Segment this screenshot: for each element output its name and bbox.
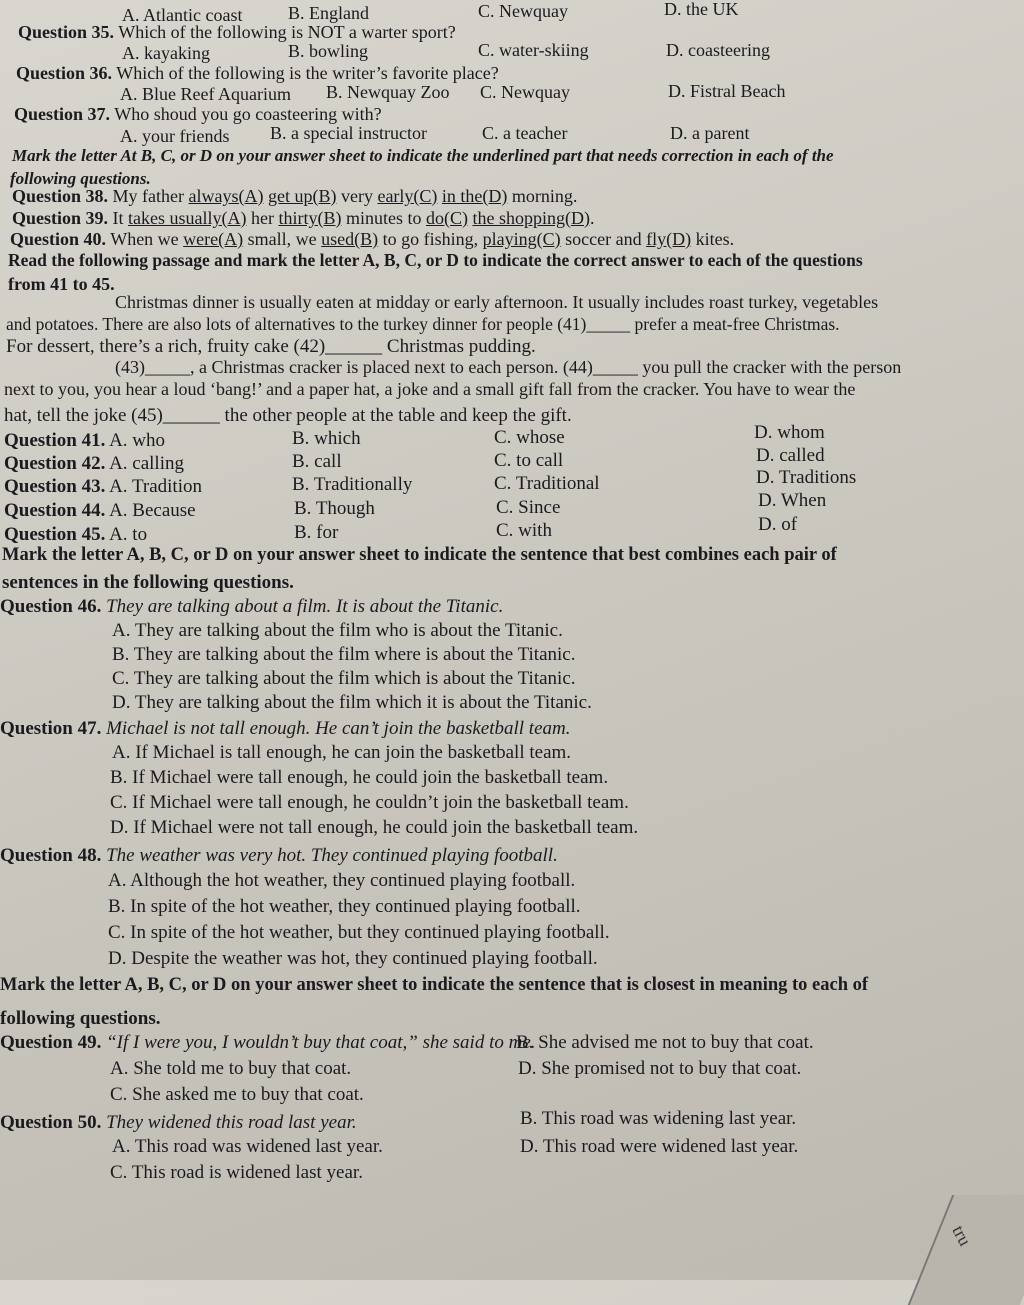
option-d: D. whom xyxy=(754,422,825,443)
option-a: A. Although the hot weather, they continued playing football. xyxy=(108,870,576,891)
text-part: morning. xyxy=(507,186,578,206)
question-label: Question 37. xyxy=(14,104,111,124)
option-c: C. to call xyxy=(494,450,564,471)
option-c: C. In spite of the hot weather, but they continued playing football. xyxy=(108,922,610,943)
question-label: Question 44. xyxy=(4,500,106,521)
question-46 xyxy=(0,596,503,618)
option-a: A. to xyxy=(109,524,148,545)
option-b: B. call xyxy=(292,451,342,472)
text-part: very xyxy=(336,186,378,206)
passage-line: next to you, you hear a loud ‘bang!’ and a paper hat, a joke and a small gift fall from the cracker. You have to wear the xyxy=(4,379,856,399)
page-corner xyxy=(908,1195,1024,1305)
option-c: C. Newquay xyxy=(478,1,568,21)
option-a: A. This road was widened last year. xyxy=(112,1136,383,1157)
option-a: A. Blue Reef Aquarium xyxy=(120,84,291,104)
option-b: B. a special instructor xyxy=(270,123,427,143)
text-part: When we xyxy=(110,229,184,249)
option-b: B. This road was widening last year. xyxy=(520,1108,797,1129)
text-part: small, we xyxy=(243,229,322,249)
passage-line: (43)_____, a Christmas cracker is placed next to each person. (44)_____ you pull the cracker with the person xyxy=(115,357,902,377)
question-45 xyxy=(4,524,147,546)
question-label: Question 46. xyxy=(0,596,102,617)
section-instruction: from 41 to 45. xyxy=(8,274,115,294)
option-c: C. a teacher xyxy=(482,123,568,143)
question-label: Question 35. xyxy=(18,22,115,42)
question-42 xyxy=(4,453,184,475)
option-c: C. They are talking about the film which is about the Titanic. xyxy=(112,668,576,689)
question-label: Question 50. xyxy=(0,1112,102,1133)
underlined-part-c: do(C) xyxy=(425,208,468,228)
underlined-part-a: were(A) xyxy=(183,229,244,249)
option-c: C. She asked me to buy that coat. xyxy=(110,1084,364,1105)
option-c: C. If Michael were tall enough, he couldn’t join the basketball team. xyxy=(110,792,629,813)
option-d: D. Traditions xyxy=(756,467,857,488)
underlined-part-b: get up(B) xyxy=(267,186,337,206)
option-b: B. They are talking about the film where is about the Titanic. xyxy=(112,644,576,665)
option-c: C. whose xyxy=(494,427,565,448)
question-38 xyxy=(12,185,577,207)
option-b: B. England xyxy=(288,3,369,23)
option-b: B. Traditionally xyxy=(292,474,413,495)
underlined-part-d: in the(D) xyxy=(441,186,508,206)
option-a: A. kayaking xyxy=(122,43,210,63)
underlined-part-d: fly(D) xyxy=(646,229,692,249)
question-35 xyxy=(18,21,456,43)
text-part: My father xyxy=(112,186,189,206)
option-a: A. Tradition xyxy=(109,476,202,497)
question-label: Question 40. xyxy=(10,229,107,249)
option-b: B. She advised me not to buy that coat. xyxy=(516,1032,814,1053)
question-40 xyxy=(10,228,734,250)
question-label: Question 47. xyxy=(0,718,102,739)
option-d: D. the UK xyxy=(664,0,739,19)
option-c: C. with xyxy=(496,520,552,541)
section-instruction: following questions. xyxy=(0,1008,161,1029)
passage-line: For dessert, there’s a rich, fruity cake (42)______ Christmas pudding. xyxy=(6,336,536,357)
underlined-part-b: thirty(B) xyxy=(278,208,342,228)
underlined-part-a: always(A) xyxy=(188,186,264,206)
option-d: D. Fistral Beach xyxy=(668,81,786,101)
question-50 xyxy=(0,1112,357,1134)
option-d: D. coasteering xyxy=(666,40,770,60)
question-text: They are talking about a film. It is about the Titanic. xyxy=(106,596,504,617)
underlined-part-c: early(C) xyxy=(377,186,438,206)
question-label: Question 36. xyxy=(16,63,113,83)
option-d: D. Despite the weather was hot, they continued playing football. xyxy=(108,948,598,969)
section-instruction: Mark the letter A, B, C, or D on your answer sheet to indicate the sentence that best combines each pair of xyxy=(2,545,837,565)
text-part: It xyxy=(112,208,129,228)
question-48 xyxy=(0,845,558,867)
question-label: Question 39. xyxy=(12,208,109,228)
option-b: B. In spite of the hot weather, they continued playing football. xyxy=(108,896,581,917)
question-text: They widened this road last year. xyxy=(106,1112,357,1133)
option-b: B. Newquay Zoo xyxy=(326,82,450,102)
question-label: Question 41. xyxy=(4,430,106,451)
question-label: Question 38. xyxy=(12,186,109,206)
underlined-part-d: the shopping(D) xyxy=(472,208,590,228)
option-d: D. She promised not to buy that coat. xyxy=(518,1058,802,1079)
question-text: The weather was very hot. They continued playing football. xyxy=(106,845,558,866)
option-c: C. Traditional xyxy=(494,473,600,494)
question-43 xyxy=(4,476,202,498)
option-d: D. a parent xyxy=(670,123,750,143)
option-a: A. your friends xyxy=(120,126,230,146)
question-label: Question 42. xyxy=(4,453,106,474)
option-d: D. When xyxy=(758,490,827,511)
passage-line: Christmas dinner is usually eaten at midday or early afternoon. It usually includes roast turkey, vegetables xyxy=(115,292,879,312)
option-c: C. Newquay xyxy=(480,82,570,102)
option-b: B. which xyxy=(292,428,361,449)
question-text: “If I were you, I wouldn’t buy that coat,” she said to me. xyxy=(106,1032,536,1053)
underlined-part-b: used(B) xyxy=(321,229,379,249)
question-44 xyxy=(4,500,196,522)
passage-line: and potatoes. There are also lots of alternatives to the turkey dinner for people (41)_____ prefer a meat-free Christmas. xyxy=(6,314,840,334)
text-part: . xyxy=(589,208,595,228)
question-49 xyxy=(0,1032,536,1054)
text-part: to go fishing, xyxy=(378,229,483,249)
question-label: Question 49. xyxy=(0,1032,102,1053)
corner-text: tru xyxy=(948,1222,976,1250)
question-text: Which of the following is the writer’s favorite place? xyxy=(116,63,499,83)
question-text: Michael is not tall enough. He can’t join the basketball team. xyxy=(106,718,571,739)
underlined-part-c: playing(C) xyxy=(482,229,561,249)
option-c: C. This road is widened last year. xyxy=(110,1162,363,1183)
question-text: Which of the following is NOT a warter sport? xyxy=(118,22,456,42)
option-d: D. If Michael were not tall enough, he could join the basketball team. xyxy=(110,817,639,838)
option-b: B. bowling xyxy=(288,41,369,61)
option-a: A. Atlantic coast xyxy=(122,5,243,25)
question-label: Question 48. xyxy=(0,845,102,866)
option-a: A. She told me to buy that coat. xyxy=(110,1058,352,1079)
option-b: B. If Michael were tall enough, he could join the basketball team. xyxy=(110,767,609,788)
underlined-part-a: takes usually(A) xyxy=(128,208,247,228)
option-a: A. They are talking about the film who is about the Titanic. xyxy=(112,620,563,641)
option-c: C. Since xyxy=(496,497,561,518)
text-part: minutes to xyxy=(341,208,426,228)
option-d: D. called xyxy=(756,445,825,466)
option-a: A. who xyxy=(109,430,166,451)
passage-line: hat, tell the joke (45)______ the other people at the table and keep the gift. xyxy=(4,405,572,426)
option-c: C. water-skiing xyxy=(478,40,589,60)
question-label: Question 45. xyxy=(4,524,106,545)
text-part: soccer and xyxy=(560,229,647,249)
section-instruction: Mark the letter A, B, C, or D on your answer sheet to indicate the sentence that is closest in meaning to each of xyxy=(0,975,869,995)
text-part: her xyxy=(246,208,279,228)
section-instruction: Read the following passage and mark the letter A, B, C, or D to indicate the correct answer to each of the questions xyxy=(8,250,863,270)
option-a: A. Because xyxy=(109,500,196,521)
question-47 xyxy=(0,718,570,740)
question-label: Question 43. xyxy=(4,476,106,497)
question-41 xyxy=(4,430,165,452)
option-d: D. This road were widened last year. xyxy=(520,1136,799,1157)
section-instruction: sentences in the following questions. xyxy=(2,572,294,593)
section-instruction: following questions. xyxy=(10,169,151,188)
text-part: kites. xyxy=(691,229,735,249)
option-d: D. They are talking about the film which it is about the Titanic. xyxy=(112,692,592,713)
option-a: A. calling xyxy=(109,453,184,474)
option-a: A. If Michael is tall enough, he can join the basketball team. xyxy=(112,742,572,763)
option-d: D. of xyxy=(758,514,798,535)
option-b: B. for xyxy=(294,522,339,543)
question-text: Who shoud you go coasteering with? xyxy=(114,104,382,124)
question-39 xyxy=(12,207,594,229)
option-b: B. Though xyxy=(294,498,375,519)
section-instruction: Mark the letter At B, C, or D on your answer sheet to indicate the underlined part that needs correction in each of the xyxy=(12,146,834,165)
